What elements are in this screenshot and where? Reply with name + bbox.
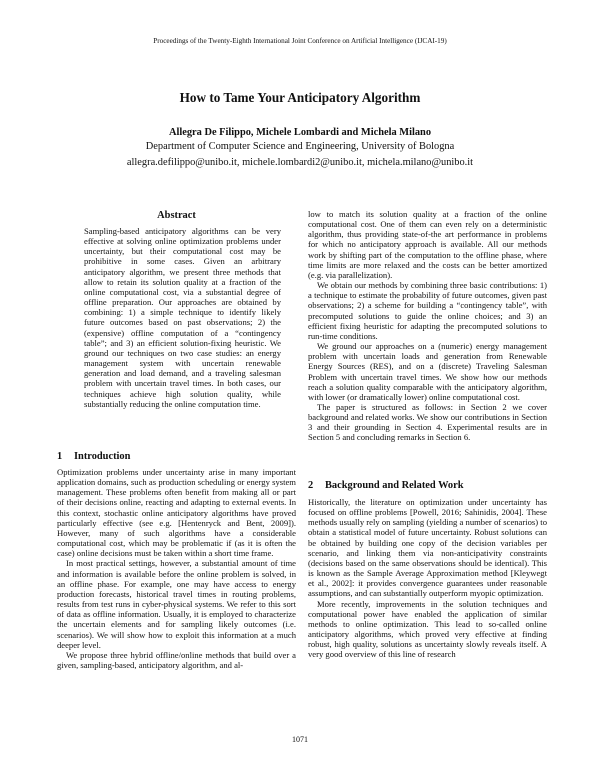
paragraph: The paper is structured as follows: in Section 2 we cover background and related works. We show our contributions in Section 3 and their grounding in Section 4. Experimental results are in Section 5 and concluding remarks in Section 6. bbox=[308, 401, 547, 443]
paragraph: low to match its solution quality at a fraction of the online computational cost. One of them can even rely on a deterministic algorithm, thus providing state-of-the art performance in problems for which no anticipatory approach is available. All our methods work by shifting part of the computation to the offline phase, where time limits are more relaxed and the costs can be better amortized (e.g. via parallelization). bbox=[308, 209, 547, 280]
section-number: 1 bbox=[57, 451, 63, 462]
paragraph: We ground our approaches on a (numeric) energy management problem with uncertain loads and generation from Renewable Energy Sources (RES), and on a (discrete) Traveling Salesman Problem with uncertain travel times. We show how our methods reach a solution quality comparable with the anticipatory algorithm, with lower (or dramatically lower) online computational cost. bbox=[308, 341, 547, 402]
paper-authors: Allegra De Filippo, Michele Lombardi and Michela Milano bbox=[168, 127, 432, 138]
abstract-heading: Abstract bbox=[157, 210, 196, 221]
section-2-body bbox=[308, 497, 547, 660]
abstract-text: Sampling-based anticipatory algorithms can be very effective at solving online optimization problems under uncertainty, but their computational cost may be prohibitive in some cases. Given an arbitrary anticipatory algorithm, we present three methods that allow to retain its solution quality at a fraction of the online computational cost, via a substantial degree of offline preparation. Our approaches are obtained by combining: 1) a simple technique to identify likely future outcomes based on past observations; 2) the (expensive) offline computation of a “contingency table”; and 3) an efficient solution-fixing heuristic. We ground our techniques on two case studies: an energy management system with uncertain renewable generation and load demand, and a traveling salesman problem with uncertain travel times. In both cases, our techniques achieve high solution quality, while substantially reducing the online computation time. bbox=[84, 226, 281, 409]
section-title: Background and Related Work bbox=[325, 480, 464, 491]
paragraph: We obtain our methods by combining three basic contributions: 1) a technique to estimate the probability of future outcomes, given past observations; 2) a scheme for building a “contingency table”, with precomputed solutions to guide the online choices; and 3) an efficient fixing heuristic for adapting the precomputed solutions to run-time conditions. bbox=[308, 280, 547, 341]
paper-title: How to Tame Your Anticipatory Algorithm bbox=[179, 90, 421, 105]
running-head: Proceedings of the Twenty-Eighth International Joint Conference on Artificial Intelligence (IJCAI-19) bbox=[153, 37, 447, 45]
paragraph: Optimization problems under uncertainty arise in many important application domains, such as production scheduling or energy system management. These problems often benefit from making all or part of their decisions online, reacting and adapting to external events. In this context, stochastic online anticipatory algorithms have proved particularly effective (see e.g. [Hentenryck and Bent, 2009]). However, many of such algorithms have a considerable computational cost, which may be problematic if (as it is often the case) online decisions must be taken within a short time frame. bbox=[57, 467, 296, 559]
paragraph: We propose three hybrid offline/online methods that build over a given, sampling-based, anticipatory algorithm, and al- bbox=[57, 649, 296, 670]
paragraph: More recently, improvements in the solution techniques and computational power have enabled the application of similar methods to online optimization. This lead to so-called online anticipatory algorithms, which proved very effective at finding robust, high quality, solutions as uncertainty slowly reveals itself. A very good overview of this line of research bbox=[308, 598, 547, 660]
author-affiliation: Department of Computer Science and Engineering, University of Bologna bbox=[145, 141, 455, 152]
section-1-heading bbox=[57, 451, 130, 463]
page-number: 1071 bbox=[292, 735, 308, 744]
author-emails: allegra.defilippo@unibo.it, michele.lombardi2@unibo.it, michela.milano@unibo.it bbox=[126, 157, 474, 168]
paragraph: Historically, the literature on optimization under uncertainty has focused on offline problems [Powell, 2016; Sahinidis, 2004]. These methods usually rely on sampling (yielding a number of scenarios) to obtain a statistical model of future uncertainty. Robust solutions can be obtained by building one copy of the decision variables per scenario, and linking them via non-anticipativity constraints (decisions based on the same observations should be identical). This is known as the Sample Average Approximation method [Kleywegt et al., 2002]: it provides convergence guarantees under reasonable assumptions, and can substantially outperform myopic optimization. bbox=[308, 497, 547, 599]
section-2-heading bbox=[308, 480, 463, 492]
section-1-body bbox=[57, 467, 296, 670]
section-number: 2 bbox=[308, 480, 314, 491]
intro-continued-body bbox=[308, 209, 547, 443]
section-title: Introduction bbox=[74, 451, 131, 462]
paragraph: In most practical settings, however, a substantial amount of time and information is available before the online problem is solved, in an offline phase. For example, one may have access to energy production forecasts, historical travel times in routing problems, results from test runs in cyber-physical systems. We refer to this sort of data as offline information. Usually, it is employed to characterize the uncertain elements and for sampling likely outcomes (i.e. scenarios). We will show how to exploit this information at a much deeper level. bbox=[57, 558, 296, 650]
